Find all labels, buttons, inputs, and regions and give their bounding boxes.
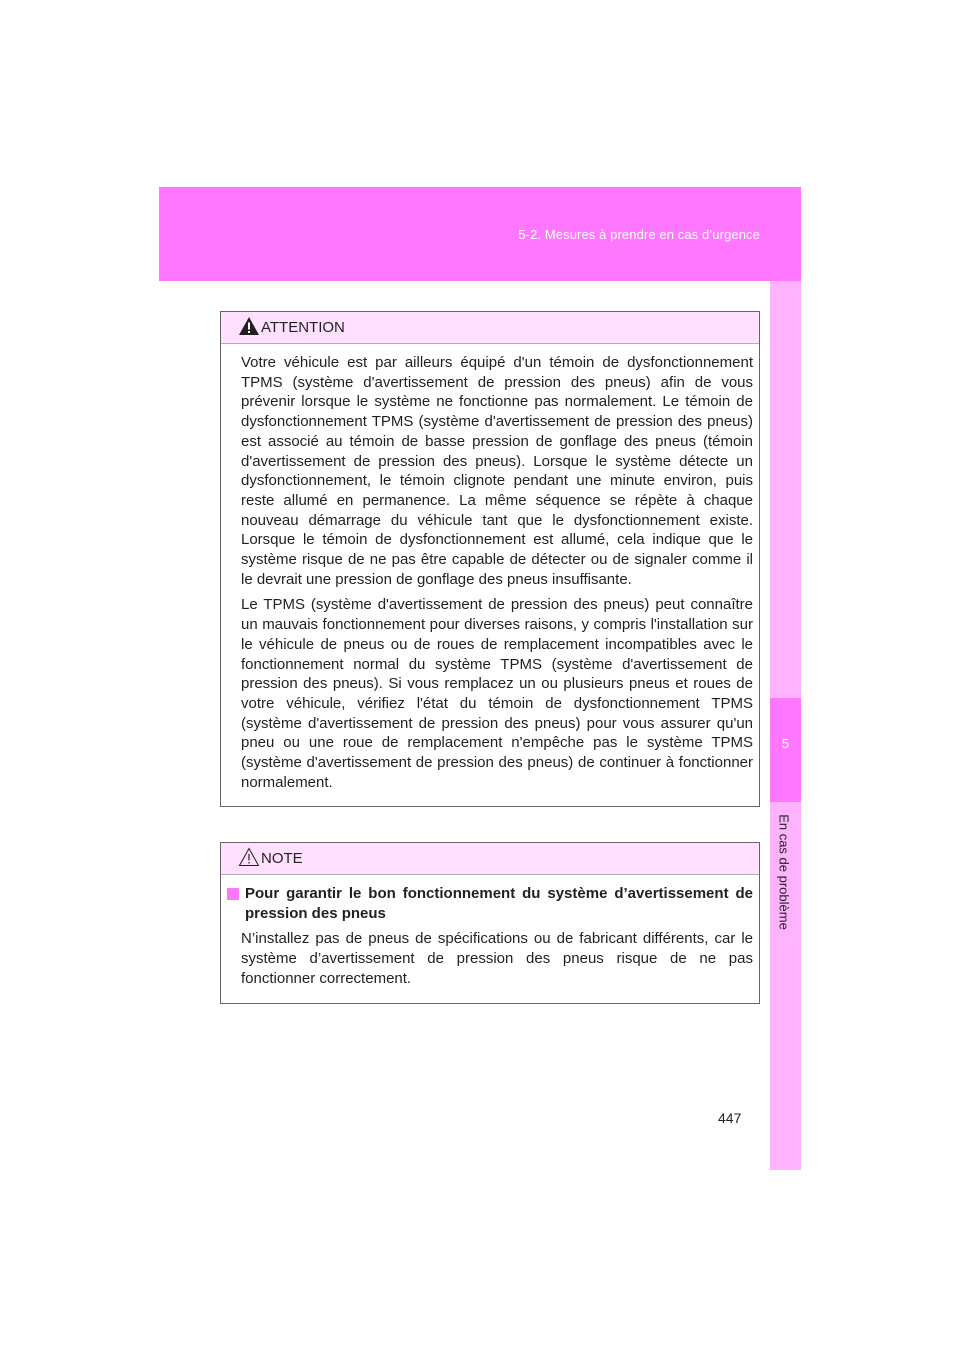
note-box bbox=[220, 842, 760, 1004]
note-heading: Pour garantir le bon fonctionnement du système d’avertissement de pression des pneus bbox=[245, 885, 753, 922]
warning-filled-icon bbox=[238, 316, 260, 336]
chapter-tab[interactable] bbox=[770, 698, 801, 802]
note-item bbox=[241, 884, 753, 923]
page-number: 447 bbox=[718, 1110, 742, 1126]
attention-paragraph: Le TPMS (système d'avertissement de pression des pneus) peut connaître un mauvais fonctionnement pour diverses raisons, y compris l'installation sur le véhicule de pneus ou de roues de remplacement incompatibles avec le fonctionnement normal du système TPMS (système d'avertissement de pression des pneus). Si vous remplacez un ou plusieurs pneus et roues de votre véhicule, vérifiez l'état du témoin de dysfonctionnement TPMS (système d'avertissement de pression des pneus) pour vous assurer qu'un pneu ou une roue de remplacement n'empêche pas le système TPMS (système d'avertissement de pression des pneus) de continuer à fonctionner normalement. bbox=[241, 596, 753, 791]
attention-label: ATTENTION bbox=[261, 319, 345, 336]
section-title: 5-2. Mesures à prendre en cas d’urgence bbox=[518, 227, 760, 242]
chapter-number: 5 bbox=[781, 736, 790, 751]
attention-header bbox=[221, 312, 759, 344]
note-header bbox=[221, 843, 759, 875]
attention-paragraph: Votre véhicule est par ailleurs équipé d'un témoin de dysfonctionnement TPMS (système d'avertissement de pression des pneus) afin de vous prévenir lorsque le système ne fonctionne pas normalement. Le témoin de dysfonctionnement TPMS (système d'avertissement de pression des pneus) est associé au témoin de basse pression de gonflage des pneus (témoin d'avertissement de pression des pneus). Lorsque le système détecte un dysfonctionnement, le témoin clignote pendant une minute environ, puis reste allumé en permanence. La même séquence se répète à chaque nouveau démarrage du véhicule tant que le dysfonctionnement existe. Lorsque le témoin de dysfonctionnement est allumé, cela indique que le système risque de ne pas être capable de détecter ou de signaler comme il le devrait une pression de gonflage des pneus insuffisante. bbox=[241, 354, 753, 588]
attention-box bbox=[220, 311, 760, 807]
note-label: NOTE bbox=[261, 850, 303, 867]
square-bullet-icon bbox=[227, 888, 239, 900]
attention-body bbox=[221, 344, 759, 806]
note-body bbox=[221, 875, 759, 1003]
warning-outline-icon bbox=[238, 847, 260, 867]
chapter-label: En cas de problème bbox=[776, 814, 792, 930]
header-band bbox=[159, 187, 801, 281]
note-text: N’installez pas de pneus de spécifications ou de fabricant différents, car le système d’avertissement de pression des pneus risque de ne pas fonctionner correctement. bbox=[241, 930, 753, 987]
